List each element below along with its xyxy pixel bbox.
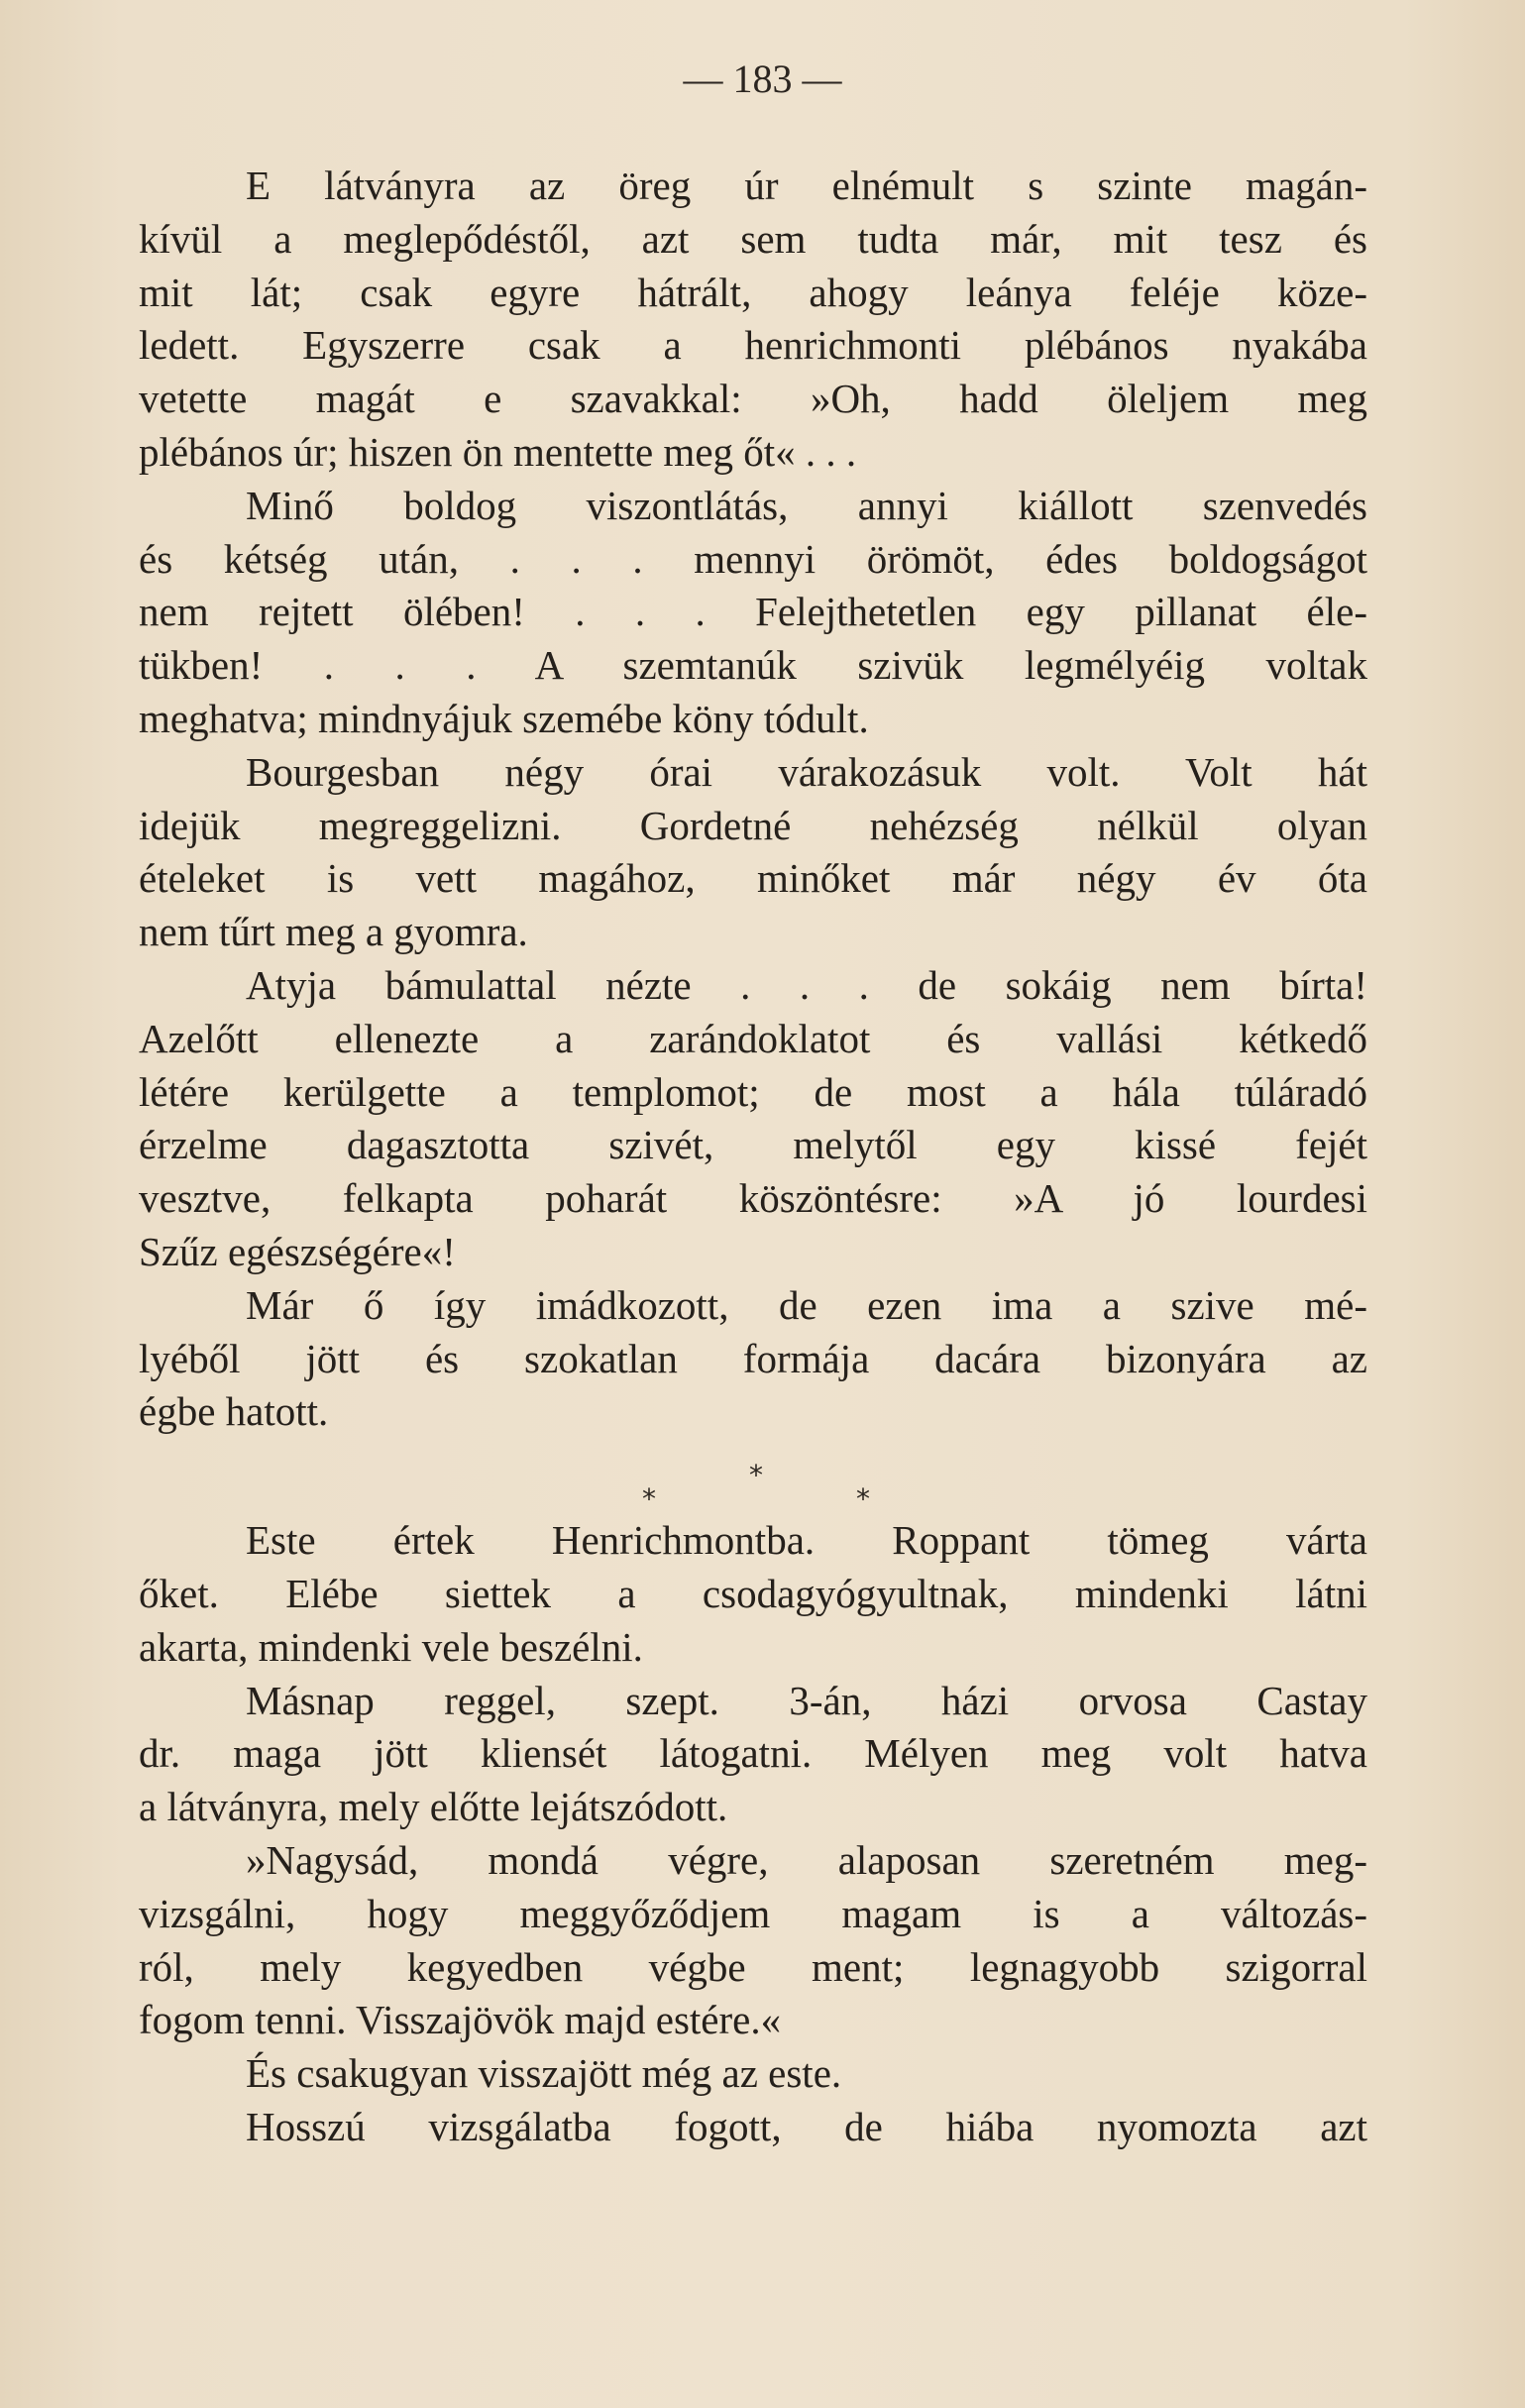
text-line: plébános úr; hiszen ön mentette meg őt« . . . <box>139 428 857 475</box>
text-line: Este értek Henrichmontba. Roppant tömeg várta <box>246 1517 1367 1564</box>
paragraph <box>139 746 1367 959</box>
text-line: meghatva; mindnyájuk szemébe köny tódult. <box>139 695 869 741</box>
text-line: Azelőtt ellenezte a zarándoklatot és vallási kétkedő <box>139 1015 1367 1061</box>
paragraph <box>139 160 1367 480</box>
paragraph <box>139 480 1367 746</box>
text-line: ról, mely kegyedben végbe ment; legnagyobb szigorral <box>139 1943 1367 1990</box>
text-line: nem rejtett ölében! . . . Felejthetetlen egy pillanat éle- <box>139 589 1367 635</box>
paragraph <box>139 1675 1367 1834</box>
text-line: őket. Elébe siettek a csodagyógyultnak, mindenki látni <box>139 1570 1367 1616</box>
text-line: vesztve, felkapta poharát köszöntésre: »A jó lourdesi <box>139 1175 1367 1222</box>
text-line: És csakugyan visszajött még az este. <box>246 2050 842 2097</box>
body-text <box>139 160 1367 2154</box>
text-line: érzelme dagasztotta szivét, melytől egy kissé fejét <box>139 1122 1367 1168</box>
text-line: vetette magát e szavakkal: »Oh, hadd öleljem meg <box>139 376 1367 422</box>
text-line: nem tűrt meg a gyomra. <box>139 909 528 955</box>
text-line: tükben! . . . A szemtanúk szivük legmélyéig voltak <box>139 642 1367 689</box>
paragraph <box>139 1514 1367 1674</box>
text-line: kívül a meglepődéstől, azt sem tudta már, mit tesz és <box>139 215 1367 262</box>
text-line: »Nagysád, mondá végre, alaposan szeretném meg- <box>246 1836 1367 1883</box>
text-line: E látványra az öreg úr elnémult s szinte magán- <box>246 163 1367 208</box>
paragraphs-after-separator <box>139 1514 1367 2154</box>
text-line: a látványra, mely előtte lejátszódott. <box>139 1784 728 1830</box>
text-line: Minő boldog viszontlátás, annyi kiállott szenvedés <box>246 482 1367 528</box>
text-line: mit lát; csak egyre hátrált, ahogy leánya feléje köze- <box>139 269 1367 315</box>
text-line: lyéből jött és szokatlan formája dacára bizonyára az <box>139 1335 1367 1381</box>
text-line: és kétség után, . . . mennyi örömöt, édes boldogságot <box>139 535 1367 582</box>
paragraph <box>139 2047 1367 2101</box>
text-line: létére kerülgette a templomot; de most a hála túláradó <box>139 1068 1367 1115</box>
section-separator <box>139 1439 1367 1516</box>
text-line: idejük megreggelizni. Gordetné nehézség nélkül olyan <box>139 802 1367 848</box>
text-line: Már ő így imádkozott, de ezen ima a szive mé- <box>246 1281 1367 1328</box>
text-line: ételeket is vett magához, minőket már négy év óta <box>139 855 1367 902</box>
text-line: vizsgálni, hogy meggyőződjem magam is a változás- <box>139 1890 1367 1936</box>
text-line: Atyja bámulattal nézte . . . de sokáig nem bírta! <box>246 961 1367 1008</box>
paragraphs-before-separator <box>139 160 1367 1439</box>
separator-asterisk-middle: * <box>749 1459 763 1492</box>
text-line: Szűz egészségére«! <box>139 1228 456 1274</box>
paragraph <box>139 1834 1367 2047</box>
text-line: ledett. Egyszerre csak a henrichmonti plébános nyakába <box>139 322 1367 369</box>
text-line: égbe hatott. <box>139 1388 329 1435</box>
text-line: Másnap reggel, szept. 3-án, házi orvosa Castay <box>246 1677 1367 1723</box>
text-line: Bourgesban négy órai várakozásuk volt. Volt hát <box>246 748 1367 795</box>
paragraph <box>139 2101 1367 2154</box>
page-number: — 183 — <box>683 56 842 101</box>
paragraph <box>139 959 1367 1279</box>
separator-asterisk-right: * <box>856 1482 870 1516</box>
text-line: akarta, mindenki vele beszélni. <box>139 1623 643 1670</box>
text-line: fogom tenni. Visszajövök majd estére.« <box>139 1997 782 2043</box>
separator-asterisk-left: * <box>642 1482 656 1516</box>
text-line: Hosszú vizsgálatba fogott, de hiába nyomozta azt <box>246 2103 1367 2149</box>
text-line: dr. maga jött kliensét látogatni. Mélyen meg volt hatva <box>139 1730 1367 1777</box>
paragraph <box>139 1279 1367 1439</box>
